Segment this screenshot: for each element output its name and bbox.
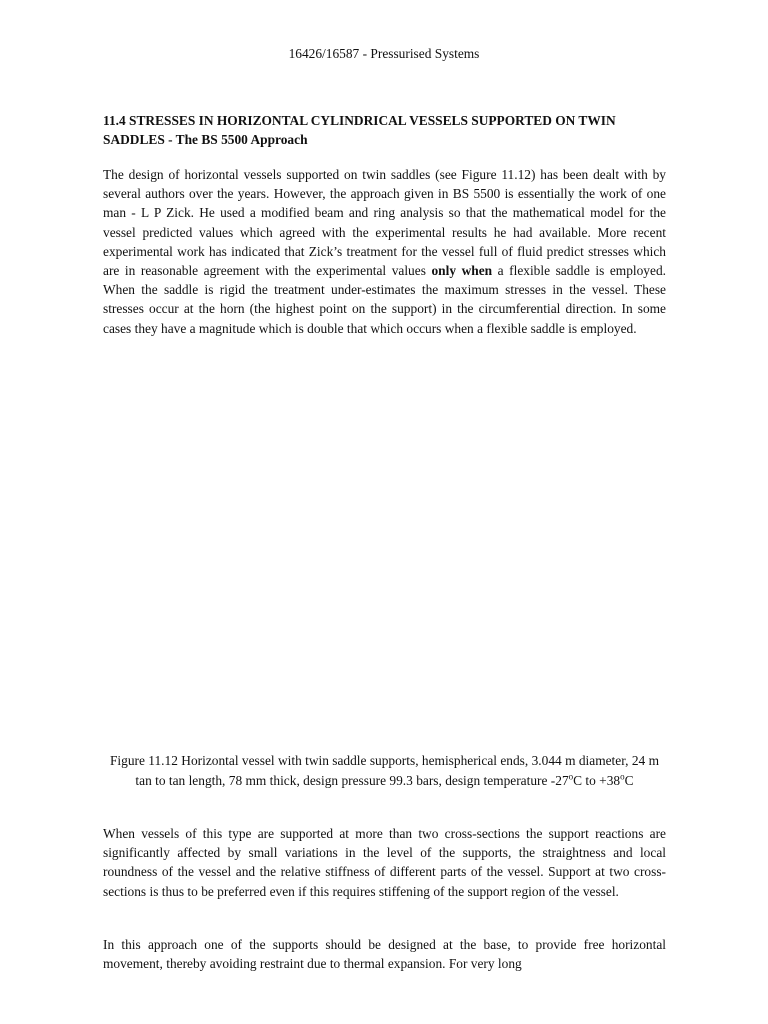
degree-symbol-2: o xyxy=(620,771,625,782)
caption-part3: C xyxy=(624,772,634,788)
figure-placeholder xyxy=(103,380,666,740)
caption-part1: Figure 11.12 Horizontal vessel with twin saddle supports, hemispherical ends, 3.044 m diameter, 24 m tan to tan length, 78 mm thick, design pressure 99.3 bars, design temperature -27 xyxy=(109,753,659,788)
paragraph-supports: When vessels of this type are supported at more than two cross-sections the support reactions are significantly affected by small variations in the level of the supports, the straightness and local roundness of the vessel and the relative stiffness of different parts of the vessel. Support at two cross-sections is thus to be preferred even if this requires stiffening of the support region of the vessel. xyxy=(103,826,666,899)
degree-symbol-1: o xyxy=(568,771,574,782)
running-head: 16426/16587 - Pressurised Systems xyxy=(288,46,480,61)
caption-part2: C to +38 xyxy=(573,772,621,788)
paragraph-intro-part2: a flexible saddle is employed. When the saddle is rigid the treatment under-estimates the maximum stresses in the vessel. These stresses occur at the horn (the highest point on the support) in the circumferential direction. In some cases they have a magnitude which is double that which occurs when a flexible saddle is employed. xyxy=(103,263,666,336)
paragraph-intro xyxy=(103,165,666,338)
figure-caption xyxy=(103,751,666,790)
paragraph-approach: In this approach one of the supports should be designed at the base, to provide free horizontal movement, thereby avoiding restraint due to thermal expansion. For very long xyxy=(103,937,666,972)
emphasis-only-when: only when xyxy=(431,263,493,279)
paragraph-intro-part1: The design of horizontal vessels supported on twin saddles (see Figure 11.12) has been dealt with by several authors over the years. However, the approach given in BS 5500 is essentially the work of one man - L P Zick. He used a modified beam and ring analysis so that the mathematical model for the vessel predicted values which agreed with the experimental results he had available. More recent experimental work has indicated that Zick’s treatment for the vessel full of fluid predict stresses which are in reasonable agreement with the experimental values xyxy=(103,167,666,279)
section-heading: 11.4 STRESSES IN HORIZONTAL CYLINDRICAL VESSELS SUPPORTED ON TWIN SADDLES - The BS 5500 Approach xyxy=(103,113,616,147)
